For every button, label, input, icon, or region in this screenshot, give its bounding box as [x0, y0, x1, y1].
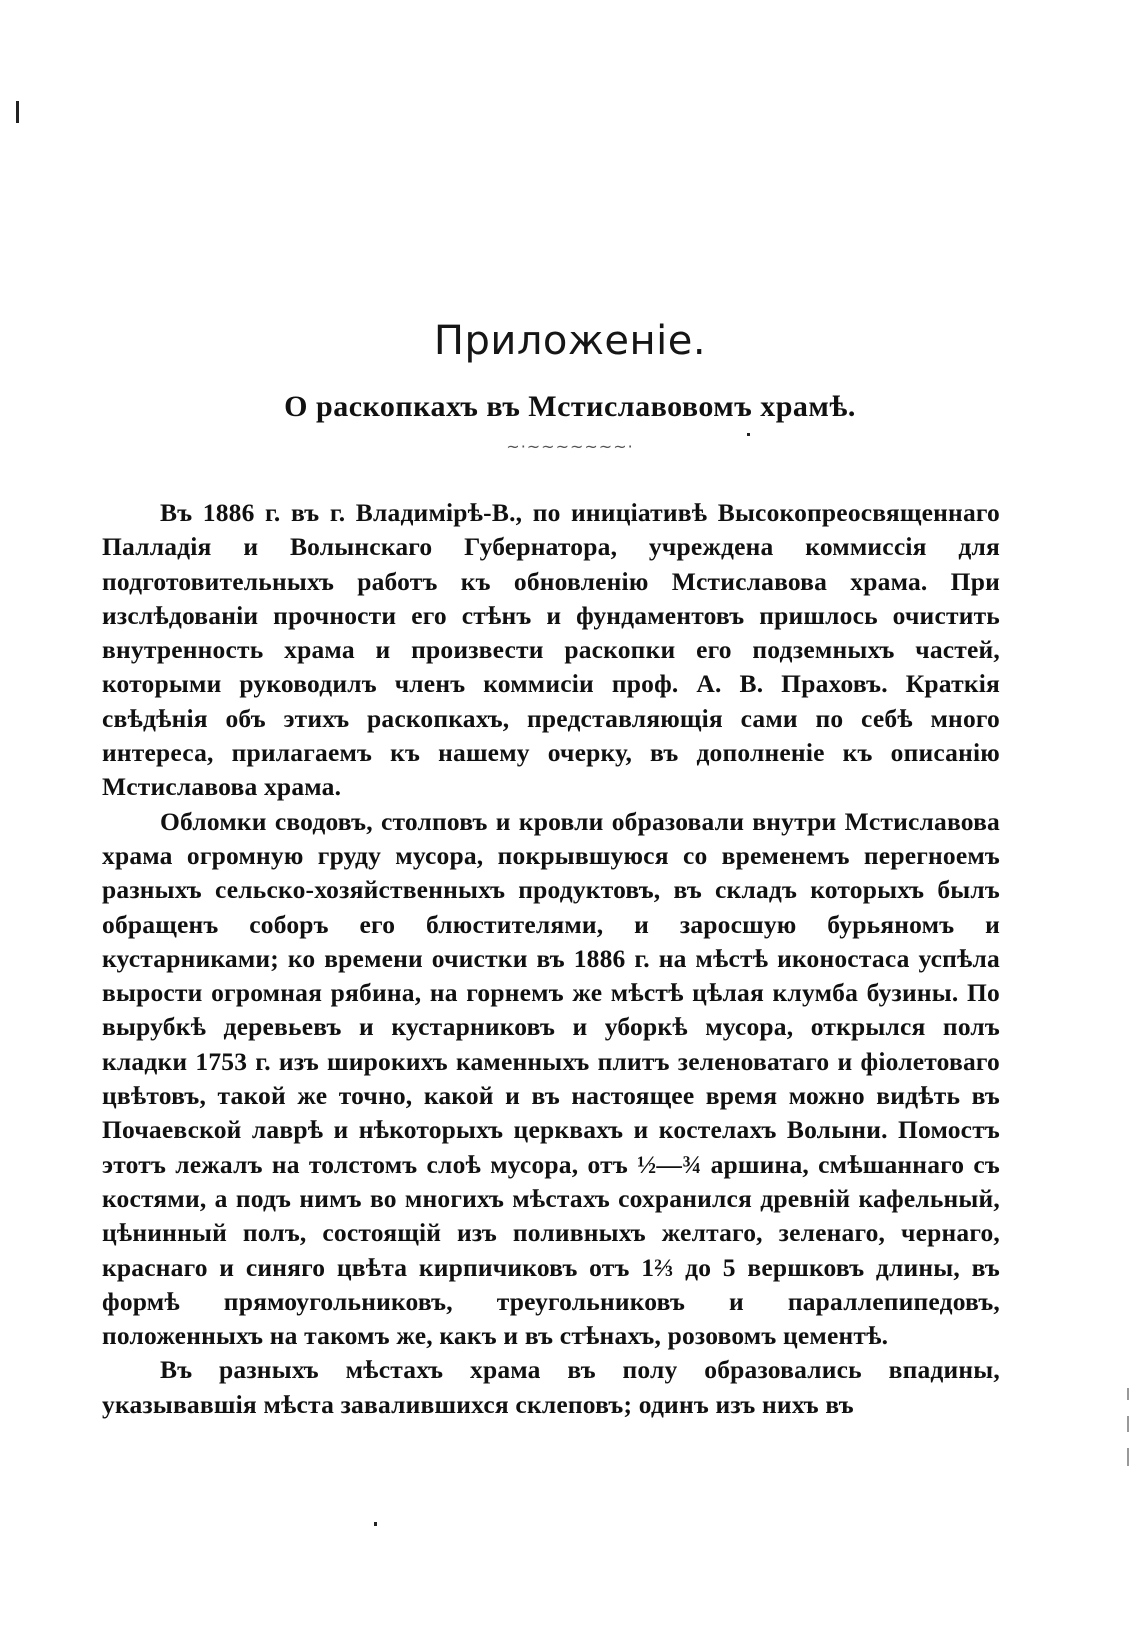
print-speck: [747, 433, 750, 436]
decorative-divider: ~·~~~~~~~·: [506, 437, 634, 456]
print-speck: [1127, 1448, 1129, 1466]
print-speck: [374, 1522, 377, 1526]
paragraph-1: Въ 1886 г. въ г. Владимірѣ-В., по иниціативѣ Высокопреосвященнаго Палладія и Волынскаго Губернатора, учреждена коммиссія для подготовительныхъ работъ къ обновленію Мстиславова храма. При изслѣдованіи прочности его стѣнъ и фундаментовъ пришлось очистить внутренность храма и произвести раскопки его подземныхъ частей, которыми руководилъ членъ коммисіи проф. А. В. Праховъ. Краткія свѣдѣнія объ этихъ раскопкахъ, представляющія сами по себѣ много интереса, прилагаемъ къ нашему очерку, въ дополненіе къ описанію Мстиславова храма.: [102, 498, 1000, 802]
print-speck: [16, 101, 19, 123]
paragraph-3: Въ разныхъ мѣстахъ храма въ полу образовались впадины, указывавшія мѣста завалившихся склеповъ; одинъ изъ нихъ въ: [102, 1355, 1000, 1419]
paragraph-2: Обломки сводовъ, столповъ и кровли образовали внутри Мстиславова храма огромную груду мусора, покрывшуюся со временемъ перегноемъ разныхъ сельско-хозяйственныхъ продуктовъ, въ складъ которыхъ былъ обращенъ соборъ его блюстителями, и заросшую бурьяномъ и кустарниками; ко времени очистки въ 1886 г. на мѣстѣ иконостаса успѣла вырости огромная рябина, на горнемъ же мѣстѣ цѣлая клумба бузины. По вырубкѣ деревьевъ и кустарниковъ и уборкѣ мусора, открылся полъ кладки 1753 г. изъ широкихъ каменныхъ плитъ зеленоватаго и фіолетоваго цвѣтовъ, такой же точно, какой и въ настоящее время можно видѣть въ Почаевской лаврѣ и нѣкоторыхъ церквахъ и костелахъ Волыни. Помостъ этотъ лежалъ на толстомъ слоѣ мусора, отъ ½—¾ аршина, смѣшаннаго съ костями, а подъ нимъ во многихъ мѣстахъ сохранился древній кафельный, цѣнинный полъ, состоящій изъ поливныхъ желтаго, зеленаго, чернаго, краснаго и синяго цвѣта кирпичиковъ отъ 1⅔ до 5 вершковъ длины, въ формѣ прямоугольниковъ, треугольниковъ и параллепипедовъ, положенныхъ на такомъ же, какъ и въ стѣнахъ, розовомъ цементѣ.: [102, 806, 1000, 1351]
print-speck: [1127, 1388, 1129, 1400]
page-heading: Приложеніе.: [433, 318, 707, 364]
section-subtitle: О раскопкахъ въ Мстиславовомъ храмѣ.: [284, 390, 856, 423]
print-speck: [1127, 1416, 1129, 1432]
body-text: [102, 496, 1000, 1422]
